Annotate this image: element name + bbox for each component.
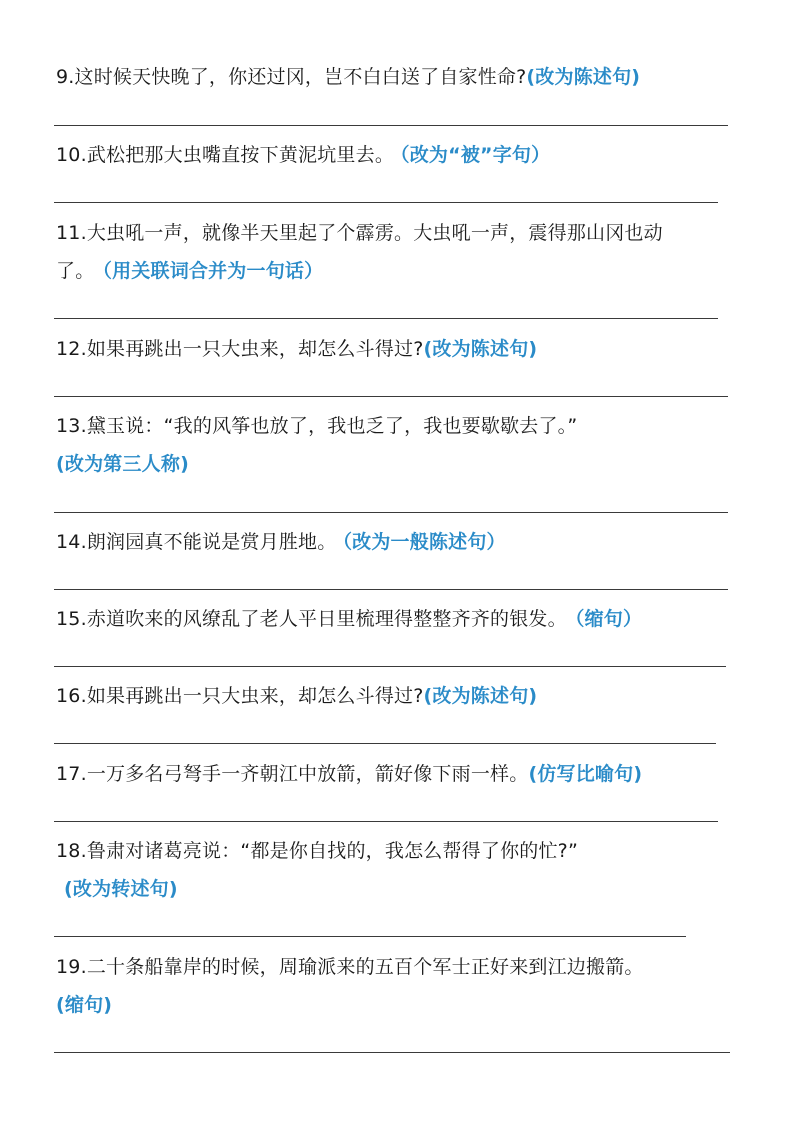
question-19-instruction xyxy=(56,993,112,1017)
question-instruction: (缩句) xyxy=(56,994,113,1016)
answer-line[interactable] xyxy=(54,666,726,667)
question-18-instruction xyxy=(64,877,178,901)
answer-line[interactable] xyxy=(54,589,728,590)
question-number: 19. xyxy=(56,956,87,978)
question-text: 赤道吹来的风缭乱了老人平日里梳理得整整齐齐的银发。 xyxy=(86,608,567,630)
question-13-instruction xyxy=(56,452,189,476)
question-text: 朗润园真不能说是赏月胜地。 xyxy=(86,531,337,553)
question-text: 一万多名弓弩手一齐朝江中放箭，箭好像下雨一样。 xyxy=(86,763,529,785)
question-text: 鲁肃对诸葛亮说：“都是你自找的，我怎么帮得了你的忙?” xyxy=(86,840,579,862)
question-11-continued xyxy=(56,259,323,283)
question-10 xyxy=(56,143,550,167)
question-number: 16. xyxy=(56,685,87,707)
answer-line[interactable] xyxy=(54,821,718,822)
question-15 xyxy=(56,607,642,631)
question-instruction: (改为陈述句) xyxy=(423,685,538,707)
question-number: 12. xyxy=(56,338,87,360)
question-text: 黛玉说：“我的风筝也放了，我也乏了，我也要歇歇去了。” xyxy=(86,415,578,437)
answer-line[interactable] xyxy=(54,396,728,397)
question-number: 15. xyxy=(56,608,87,630)
question-16 xyxy=(56,684,537,708)
question-text: 如果再跳出一只大虫来，却怎么斗得过? xyxy=(86,338,424,360)
answer-line[interactable] xyxy=(54,743,716,744)
answer-line[interactable] xyxy=(54,125,728,126)
question-number: 17. xyxy=(56,763,87,785)
question-instruction: （改为“被”字句） xyxy=(400,144,551,166)
question-instruction: (改为转述句) xyxy=(64,878,178,900)
question-18 xyxy=(56,839,578,863)
answer-line[interactable] xyxy=(54,202,718,203)
question-instruction: (改为陈述句) xyxy=(423,338,538,360)
question-text: 如果再跳出一只大虫来，却怎么斗得过? xyxy=(86,685,424,707)
question-text: 二十条船靠岸的时候，周瑜派来的五百个军士正好来到江边搬箭。 xyxy=(86,956,644,978)
question-number: 13. xyxy=(56,415,87,437)
question-19 xyxy=(56,955,644,979)
question-14 xyxy=(56,530,506,554)
question-instruction: (改为陈述句) xyxy=(526,66,641,88)
question-9 xyxy=(56,65,640,89)
question-instruction: （缩句） xyxy=(574,608,643,630)
question-11 xyxy=(56,221,663,245)
question-instruction: （用关联词合并为一句话） xyxy=(102,260,324,282)
question-13 xyxy=(56,414,577,438)
question-number: 14. xyxy=(56,531,87,553)
question-text: 这时候天快晚了，你还过冈，岂不白白送了自家性命? xyxy=(74,66,527,88)
question-instruction: (改为第三人称) xyxy=(56,453,189,475)
answer-line[interactable] xyxy=(54,1052,730,1053)
answer-line[interactable] xyxy=(54,936,686,937)
question-number: 9. xyxy=(56,66,75,88)
question-text: 武松把那大虫嘴直按下黄泥坑里去。 xyxy=(86,144,395,166)
question-number: 11. xyxy=(56,222,87,244)
question-number: 10. xyxy=(56,144,87,166)
answer-line[interactable] xyxy=(54,512,728,513)
question-text: 大虫吼一声，就像半天里起了个霹雳。大虫吼一声，震得那山冈也动 xyxy=(86,222,663,244)
question-instruction: （改为一般陈述句） xyxy=(342,531,506,553)
question-number: 18. xyxy=(56,840,87,862)
answer-line[interactable] xyxy=(54,318,718,319)
question-text-continued: 了。 xyxy=(56,260,95,282)
question-instruction: (仿写比喻句) xyxy=(528,763,643,785)
question-17 xyxy=(56,762,642,786)
question-12 xyxy=(56,337,537,361)
